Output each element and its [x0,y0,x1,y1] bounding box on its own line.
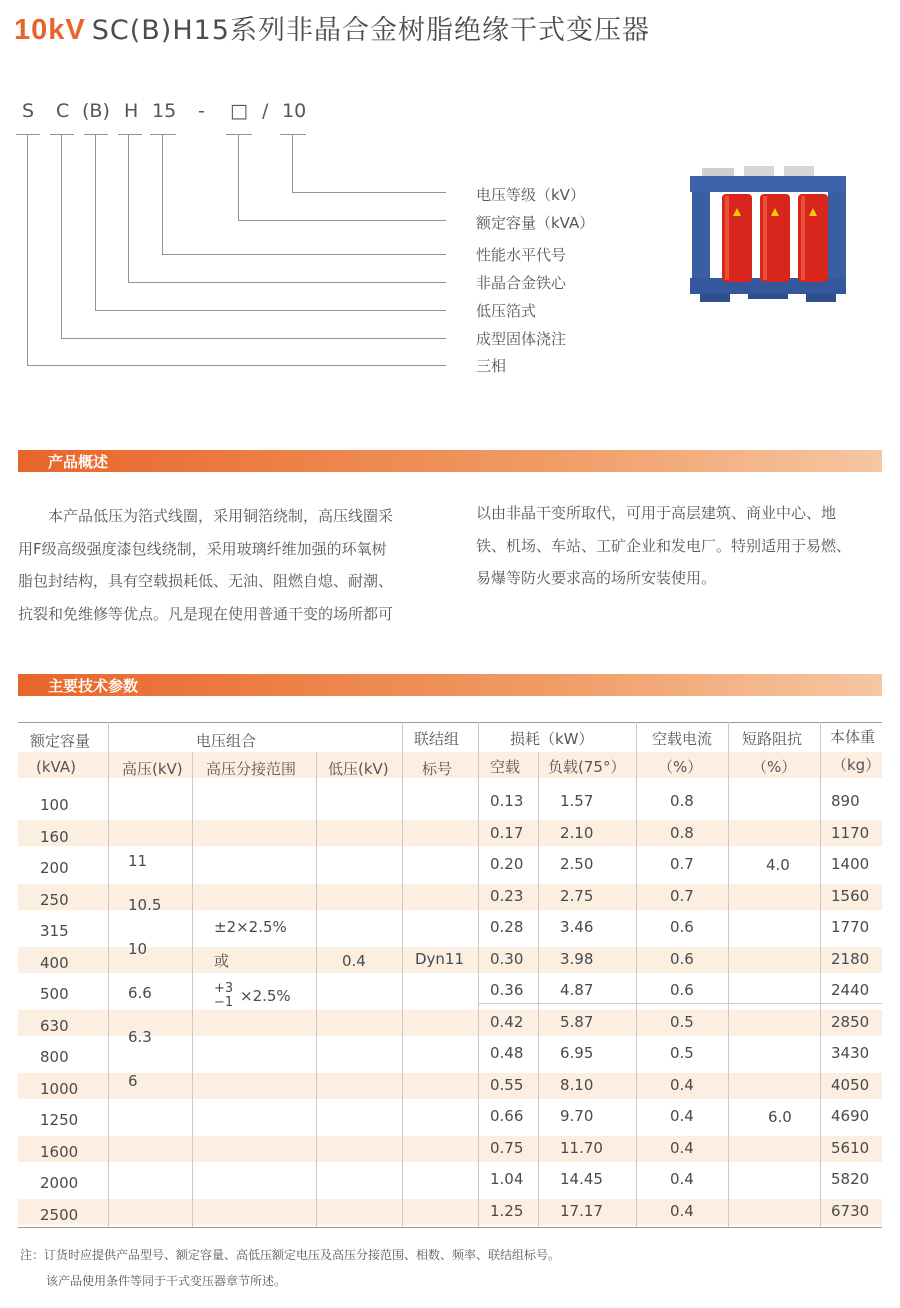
cell-noload-current: 0.8 [670,792,694,810]
th-tap: 高压分接范围 [206,760,297,778]
leader-h-7 [27,365,446,366]
lv-value: 0.4 [342,952,366,970]
table-col-divider [402,722,403,1227]
hv-value: 6.6 [128,984,152,1002]
underline-b [84,134,108,135]
leader-v-7 [27,134,28,365]
leader-h-1 [292,192,446,193]
cell-weight: 2850 [831,1012,870,1031]
cell-load-loss: 2.10 [560,823,594,842]
cell-noload-current: 0.4 [670,1170,694,1188]
cell-capacity: 2500 [40,1205,79,1224]
model-letter-dash: - [198,100,205,122]
cell-load-loss: 8.10 [560,1075,594,1094]
cell-capacity: 100 [40,796,69,814]
model-letter-15: 15 [152,100,177,122]
cell-load-loss: 14.45 [560,1170,603,1188]
cell-capacity: 1600 [40,1142,79,1161]
cell-weight: 2180 [831,949,870,968]
table-col-divider [820,722,821,1227]
cell-noload-current: 0.4 [670,1075,694,1094]
cell-noload-loss: 0.17 [490,823,524,842]
overview-line: 铁、机场、车站、工矿企业和发电厂。特别适用于易燃、 [476,536,852,555]
title-voltage: 10kV [14,14,86,46]
underline-h [118,134,142,135]
table-col-divider [636,722,637,1227]
cell-load-loss: 9.70 [560,1107,594,1125]
leader-h-3 [162,254,446,255]
leader-v-4 [128,134,129,282]
cell-weight: 1770 [831,918,870,936]
vector-group-value: Dyn11 [415,950,465,968]
underline-15 [150,134,176,135]
label-rated-capacity: 额定容量（kVA） [476,214,595,232]
section-params-bar [18,674,882,696]
th-vector: 联结组 [414,730,460,748]
table-col-divider [316,752,317,1227]
cell-noload-loss: 0.36 [490,981,524,999]
cell-noload-loss: 0.55 [490,1075,524,1094]
note-conditions: 该产品使用条件等同于干式变压器章节所述。 [46,1274,287,1288]
cell-noload-loss: 0.13 [490,792,524,810]
overview-right-paragraph [476,497,851,595]
table-col-divider [538,752,539,1227]
th-hv: 高压(kV) [122,760,183,778]
label-lv-foil: 低压箔式 [476,302,537,320]
hv-value: 11 [128,852,148,870]
hv-value: 6.3 [128,1028,152,1046]
cell-weight: 2440 [831,981,870,999]
cell-load-loss: 11.70 [560,1138,603,1157]
cell-capacity: 630 [40,1016,69,1035]
cell-weight: 1560 [831,886,870,905]
th-loss: 损耗（kW） [510,730,594,748]
leader-v-5 [95,134,96,310]
model-letter-c: C [56,100,70,122]
cell-capacity: 800 [40,1048,69,1066]
stripe-row [18,1199,882,1225]
section-overview-title: 产品概述 [48,453,109,471]
underline-box [226,134,252,135]
leader-v-1 [292,134,293,192]
cell-weight: 5820 [831,1170,870,1188]
cell-noload-loss: 0.75 [490,1138,524,1157]
stripe-row [18,1073,882,1099]
leader-h-6 [61,338,446,339]
cell-load-loss: 5.87 [560,1012,594,1031]
th-vector-label: 标号 [422,760,453,778]
overview-line: 用F级高级强度漆包线绕制，采用玻璃纤维加强的环氧树 [18,539,387,558]
table-col-divider [192,752,193,1227]
cell-noload-current: 0.6 [670,949,694,968]
section-params-title: 主要技术参数 [48,677,139,695]
model-letter-h: H [124,100,139,122]
tap-range-or: 或 [214,952,230,970]
table-top-rule [18,722,882,723]
th-impedance: 短路阻抗 [742,730,803,748]
model-letter-slash: / [262,100,269,122]
table-bottom-rule [18,1227,882,1228]
cell-noload-current: 0.4 [670,1107,694,1125]
cell-weight: 3430 [831,1044,870,1062]
cell-load-loss: 2.75 [560,886,594,905]
cell-noload-loss: 0.20 [490,855,524,873]
th-capacity: 额定容量 [30,732,91,750]
impedance-value: 4.0 [766,856,790,874]
overview-line: 抗裂和免维修等优点。凡是现在使用普通干变的场所都可 [18,604,394,623]
cell-weight: 1170 [831,823,870,842]
cell-noload-current: 0.6 [670,918,694,936]
th-noload-current: 空载电流 [652,730,713,748]
cell-noload-current: 0.4 [670,1201,694,1220]
th-capacity-unit: (kVA) [36,758,76,776]
cell-load-loss: 3.46 [560,918,594,936]
cell-load-loss: 1.57 [560,792,594,810]
cell-capacity: 1250 [40,1111,79,1129]
cell-capacity: 250 [40,890,69,909]
overview-left-paragraph [18,500,393,630]
leader-h-5 [95,310,446,311]
cell-noload-loss: 1.25 [490,1201,524,1220]
table-col-divider [728,722,729,1227]
th-voltage: 电压组合 [196,732,257,750]
label-amorphous-core: 非晶合金铁心 [476,274,567,292]
transformer-image [688,160,850,320]
cell-weight: 6730 [831,1201,870,1220]
th-noload-current-unit: （%） [658,758,703,776]
leader-h-2 [238,220,446,221]
cell-noload-loss: 0.30 [490,949,524,968]
tap-range-line1: ±2×2.5% [214,918,287,936]
cell-load-loss: 2.50 [560,855,594,873]
cell-noload-loss: 0.66 [490,1107,524,1125]
cell-weight: 4690 [831,1107,870,1125]
th-weight: 本体重 [830,728,876,746]
impedance-value: 6.0 [768,1108,792,1126]
cell-noload-loss: 0.23 [490,886,524,905]
underline-c [50,134,74,135]
cell-noload-current: 0.8 [670,823,694,842]
overview-line: 以由非晶干变所取代，可用于高层建筑、商业中心、地 [476,504,837,522]
th-impedance-unit: （%） [752,758,797,776]
label-three-phase: 三相 [476,357,507,375]
tap-range-pct: ×2.5% [240,987,291,1005]
model-letter-box: □ [230,100,248,122]
cell-capacity: 1000 [40,1079,79,1098]
leader-h-4 [128,282,446,283]
cell-weight: 4050 [831,1075,870,1094]
cell-noload-current: 0.7 [670,855,694,873]
cell-capacity: 500 [40,985,69,1003]
overview-line: 脂包封结构，具有空载损耗低、无油、阻燃自熄、耐潮、 [18,572,394,590]
cell-load-loss: 3.98 [560,949,594,968]
label-performance-code: 性能水平代号 [476,246,567,264]
note-order: 注：订货时应提供产品型号、额定容量、高低压额定电压及高压分接范围、相数、频率、联结组标号。 [20,1248,561,1262]
model-letter-b: (B) [82,100,110,122]
cell-capacity: 400 [40,953,69,972]
cell-weight: 5610 [831,1138,870,1157]
th-load: 负载(75°） [548,758,626,776]
cell-noload-current: 0.4 [670,1138,694,1157]
cell-noload-loss: 0.48 [490,1044,524,1062]
tap-range-sub: −1 [214,995,234,1010]
cell-noload-current: 0.5 [670,1012,694,1031]
cell-capacity: 200 [40,859,69,877]
table-col-divider [108,722,109,1227]
cell-weight: 890 [831,792,860,810]
underline-s [16,134,40,135]
th-lv: 低压(kV) [328,760,389,778]
cell-load-loss: 17.17 [560,1201,603,1220]
cell-capacity: 2000 [40,1174,79,1192]
stripe-row [18,1136,882,1162]
underline-10 [280,134,306,135]
cell-noload-current: 0.6 [670,981,694,999]
cell-weight: 1400 [831,855,870,873]
cell-noload-loss: 1.04 [490,1170,524,1188]
model-letter-10: 10 [282,100,307,122]
cell-capacity: 160 [40,827,69,846]
cell-noload-current: 0.5 [670,1044,694,1062]
label-cast-resin: 成型固体浇注 [476,330,567,348]
leader-v-3 [162,134,163,254]
hv-value: 6 [128,1072,138,1090]
cell-capacity: 315 [40,922,69,940]
tap-range-sup: +3 [214,981,234,996]
title-text: SC(B)H15系列非晶合金树脂绝缘干式变压器 [91,15,650,46]
leader-v-2 [238,134,239,220]
label-voltage-class: 电压等级（kV） [476,186,585,204]
cell-noload-loss: 0.28 [490,918,524,936]
cell-noload-current: 0.7 [670,886,694,905]
stripe-row [18,820,882,846]
table-col-divider [478,722,479,1227]
hv-value: 10.5 [128,896,162,914]
cell-noload-loss: 0.42 [490,1012,524,1031]
th-noload: 空载 [490,758,521,776]
leader-v-6 [61,134,62,338]
th-weight-unit: （kg） [832,756,881,774]
hv-value: 10 [128,940,148,958]
cell-load-loss: 6.95 [560,1044,594,1062]
model-letter-s: S [22,100,35,122]
section-overview-bar [18,450,882,472]
overview-line: 易爆等防火要求高的场所安装使用。 [476,569,717,587]
cell-load-loss: 4.87 [560,981,594,999]
overview-line: 本产品低压为箔式线圈，采用铜箔绕制，高压线圈采 [48,507,394,525]
page-title [14,8,650,47]
